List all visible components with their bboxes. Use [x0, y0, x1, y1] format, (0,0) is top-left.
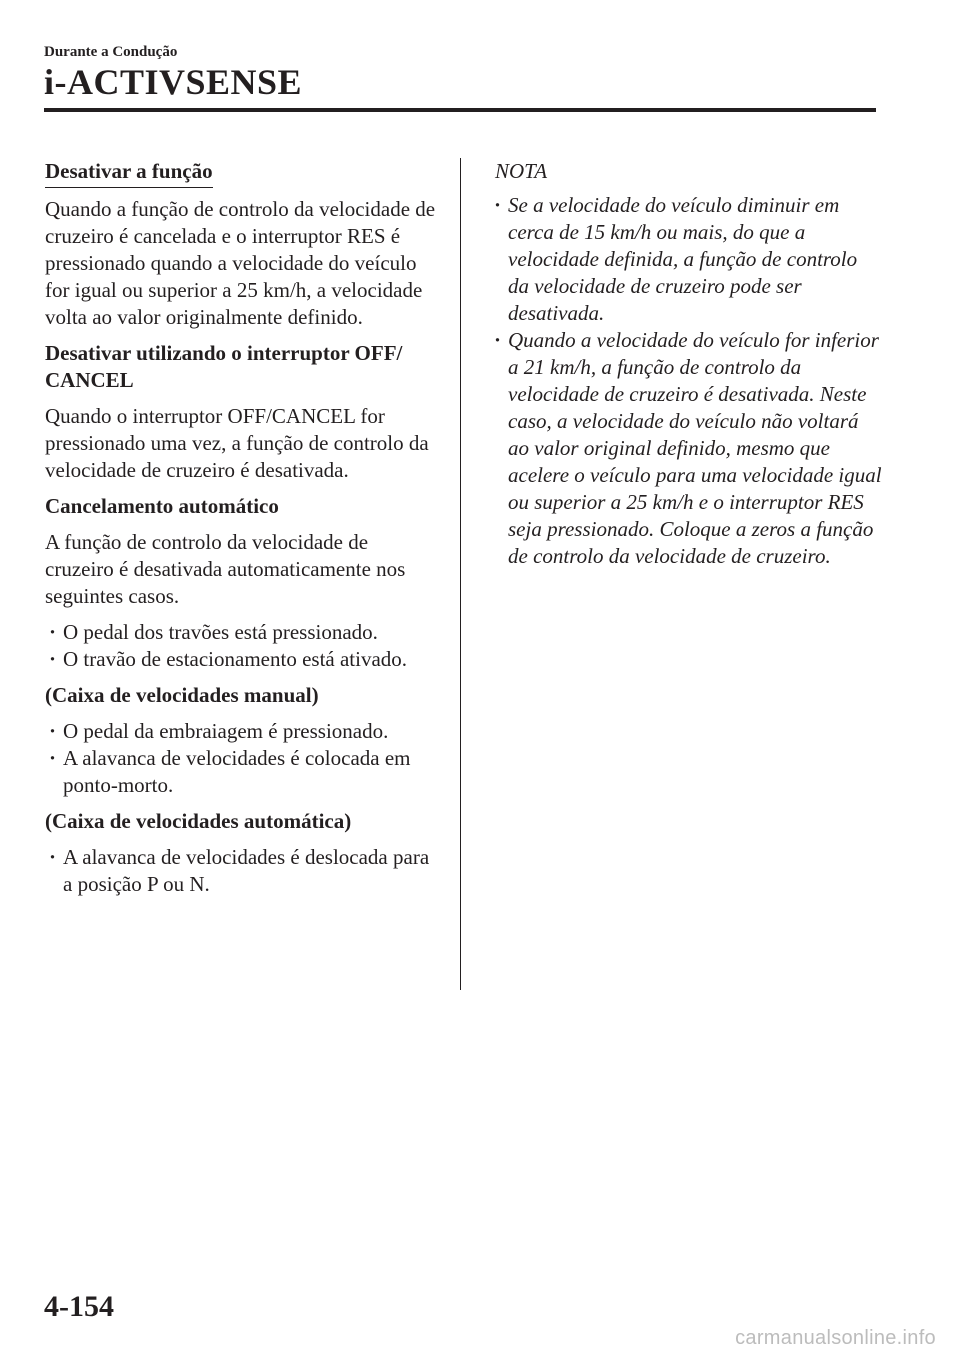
bullet-icon: ·	[494, 328, 502, 352]
auto-cancel-list	[45, 619, 440, 673]
bullet-icon: ·	[49, 647, 57, 671]
left-column	[45, 158, 440, 907]
note-item: · Quando a velocidade do veículo for inferior a 21 km/h, a função de controlo da velocidade de cruzeiro é desativada. Neste caso, a velocidade do veículo não voltará ao valor original definido, mesmo que acelere o veículo para uma velocidade igual ou superior a 25 km/h e o interruptor RES seja pressionado. Coloque a zeros a função de controlo da velocidade de cruzeiro.	[494, 328, 882, 568]
off-cancel-paragraph: Quando o interruptor OFF/CANCEL for pressionado uma vez, a função de controlo da velocidade de cruzeiro é desativada.	[45, 404, 429, 482]
subheading-manual: (Caixa de velocidades manual)	[45, 683, 319, 707]
list-item: · A alavanca de velocidades é colocada em ponto-morto.	[49, 746, 411, 797]
column-divider	[460, 158, 461, 990]
note-heading: NOTA	[495, 159, 548, 183]
automatic-list	[45, 844, 440, 898]
note-item: · Se a velocidade do veículo diminuir em cerca de 15 km/h ou mais, do que a velocidade definida, a função de controlo da velocidade de cruzeiro pode ser desativada.	[494, 193, 858, 325]
header-rule	[44, 108, 876, 112]
list-item: · O pedal dos travões está pressionado.	[49, 620, 378, 644]
running-header-title: i-ACTIVSENSE	[44, 62, 303, 102]
list-item: · O travão de estacionamento está ativado.	[49, 647, 408, 671]
manual-list	[45, 718, 440, 799]
bullet-icon: ·	[494, 193, 502, 217]
right-column	[488, 158, 883, 579]
bullet-icon: ·	[49, 719, 57, 743]
auto-cancel-paragraph: A função de controlo da velocidade de cruzeiro é desativada automaticamente nos seguintes casos.	[45, 530, 406, 608]
subheading-auto-cancel: Cancelamento automático	[45, 494, 279, 518]
subheading-off-cancel: Desativar utilizando o interruptor OFF/ CANCEL	[45, 341, 403, 392]
bullet-icon: ·	[49, 845, 57, 869]
page-number: 4-154	[44, 1290, 114, 1323]
intro-paragraph: Quando a função de controlo da velocidade de cruzeiro é cancelada e o interruptor RES é pressionado quando a velocidade do veículo for igual ou superior a 25 km/h, a velocidade volta ao valor originalmente definido.	[45, 197, 436, 329]
bullet-icon: ·	[49, 746, 57, 770]
subheading-automatic: (Caixa de velocidades automática)	[45, 809, 352, 833]
watermark: carmanualsonline.info	[735, 1327, 936, 1349]
list-item: · O pedal da embraiagem é pressionado.	[49, 719, 389, 743]
note-list	[488, 192, 883, 570]
running-header-section: Durante a Condução	[44, 44, 178, 60]
list-item: · A alavanca de velocidades é deslocada para a posição P ou N.	[49, 845, 430, 896]
section-heading: Desativar a função	[45, 158, 213, 188]
bullet-icon: ·	[49, 620, 57, 644]
